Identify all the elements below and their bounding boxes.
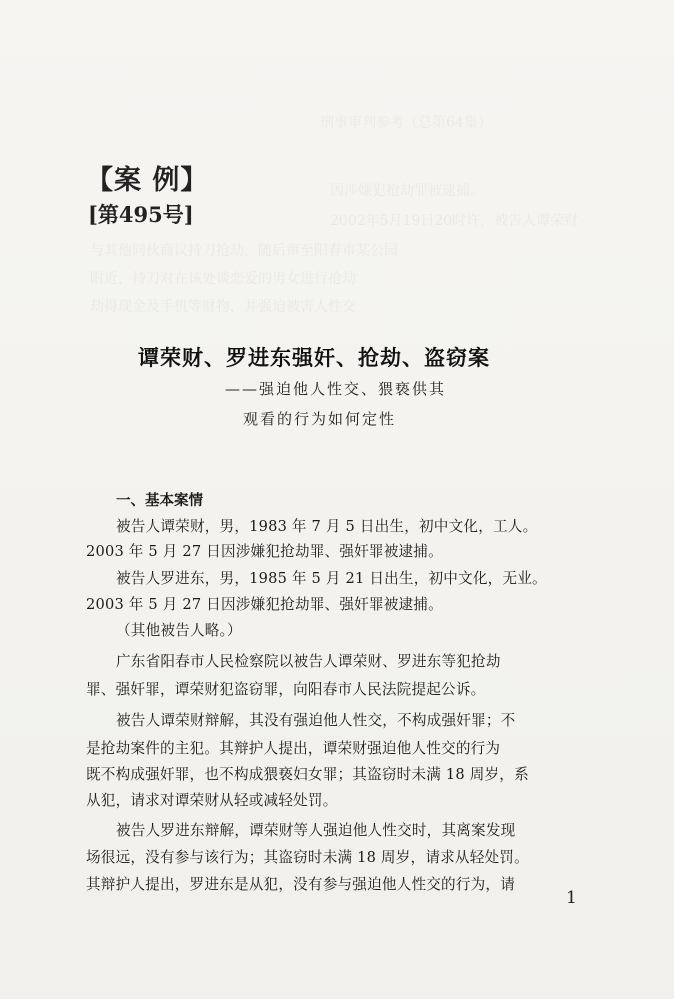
case-subtitle-line-2: 观看的行为如何定性	[243, 410, 397, 428]
body-line: 被告人罗进东，男，1985 年 5 月 21 日出生，初中文化，无业。	[116, 570, 547, 587]
section-tag: 【案 例】	[86, 165, 209, 196]
bleed-through-text: 与其他同伙商议持刀抢劫，随后窜至阳春市某公园	[90, 243, 398, 259]
body-line: 其辩护人提出，罗进东是从犯，没有参与强迫他人性交的行为，请	[86, 876, 516, 893]
body-line: 被告人谭荣财，男，1983 年 7 月 5 日出生，初中文化，工人。	[116, 518, 538, 535]
body-line: 场很远，没有参与该行为；其盗窃时未满 18 周岁，请求从轻处罚。	[86, 849, 529, 866]
body-line: 从犯，请求对谭荣财从轻或减轻处罚。	[86, 792, 338, 809]
body-line: 被告人罗进东辩解，谭荣财等人强迫他人性交时，其离案发现	[116, 822, 516, 839]
body-line: 是抢劫案件的主犯。其辩护人提出，谭荣财强迫他人性交的行为	[86, 740, 501, 757]
body-line: 罪、强奸罪，谭荣财犯盗窃罪，向阳春市人民法院提起公诉。	[86, 681, 486, 698]
bleed-through-text: 2002年5月19日20时许，被告人谭荣财	[330, 213, 579, 229]
body-line: 2003 年 5 月 27 日因涉嫌犯抢劫罪、强奸罪被逮捕。	[86, 543, 443, 560]
case-subtitle-line-1: ——强迫他人性交、猥亵供其	[225, 380, 447, 398]
body-line: （其他被告人略。）	[116, 622, 242, 639]
body-line: 2003 年 5 月 27 日因涉嫌犯抢劫罪、强奸罪被逮捕。	[86, 596, 443, 613]
case-number: [第495号]	[88, 202, 194, 227]
body-line: 既不构成强奸罪，也不构成猥亵妇女罪；其盗窃时未满 18 周岁，系	[86, 766, 529, 783]
body-line: 被告人谭荣财辩解，其没有强迫他人性交，不构成强奸罪；不	[116, 712, 516, 729]
bleed-through-text: 刑事审判参考（总第64集）	[320, 115, 492, 131]
page-number: 1	[566, 888, 577, 908]
section-heading: 一、基本案情	[116, 493, 203, 509]
case-title: 谭荣财、罗进东强奸、抢劫、盗窃案	[138, 346, 490, 370]
bleed-through-text: 劫得现金及手机等财物，并强迫被害人性交	[90, 299, 356, 315]
bleed-through-text: 附近，持刀对在该处谈恋爱的男女进行抢劫	[90, 271, 356, 287]
body-line: 广东省阳春市人民检察院以被告人谭荣财、罗进东等犯抢劫	[116, 653, 501, 670]
bleed-through-text: 因涉嫌犯抢劫罪被逮捕。	[330, 183, 484, 199]
